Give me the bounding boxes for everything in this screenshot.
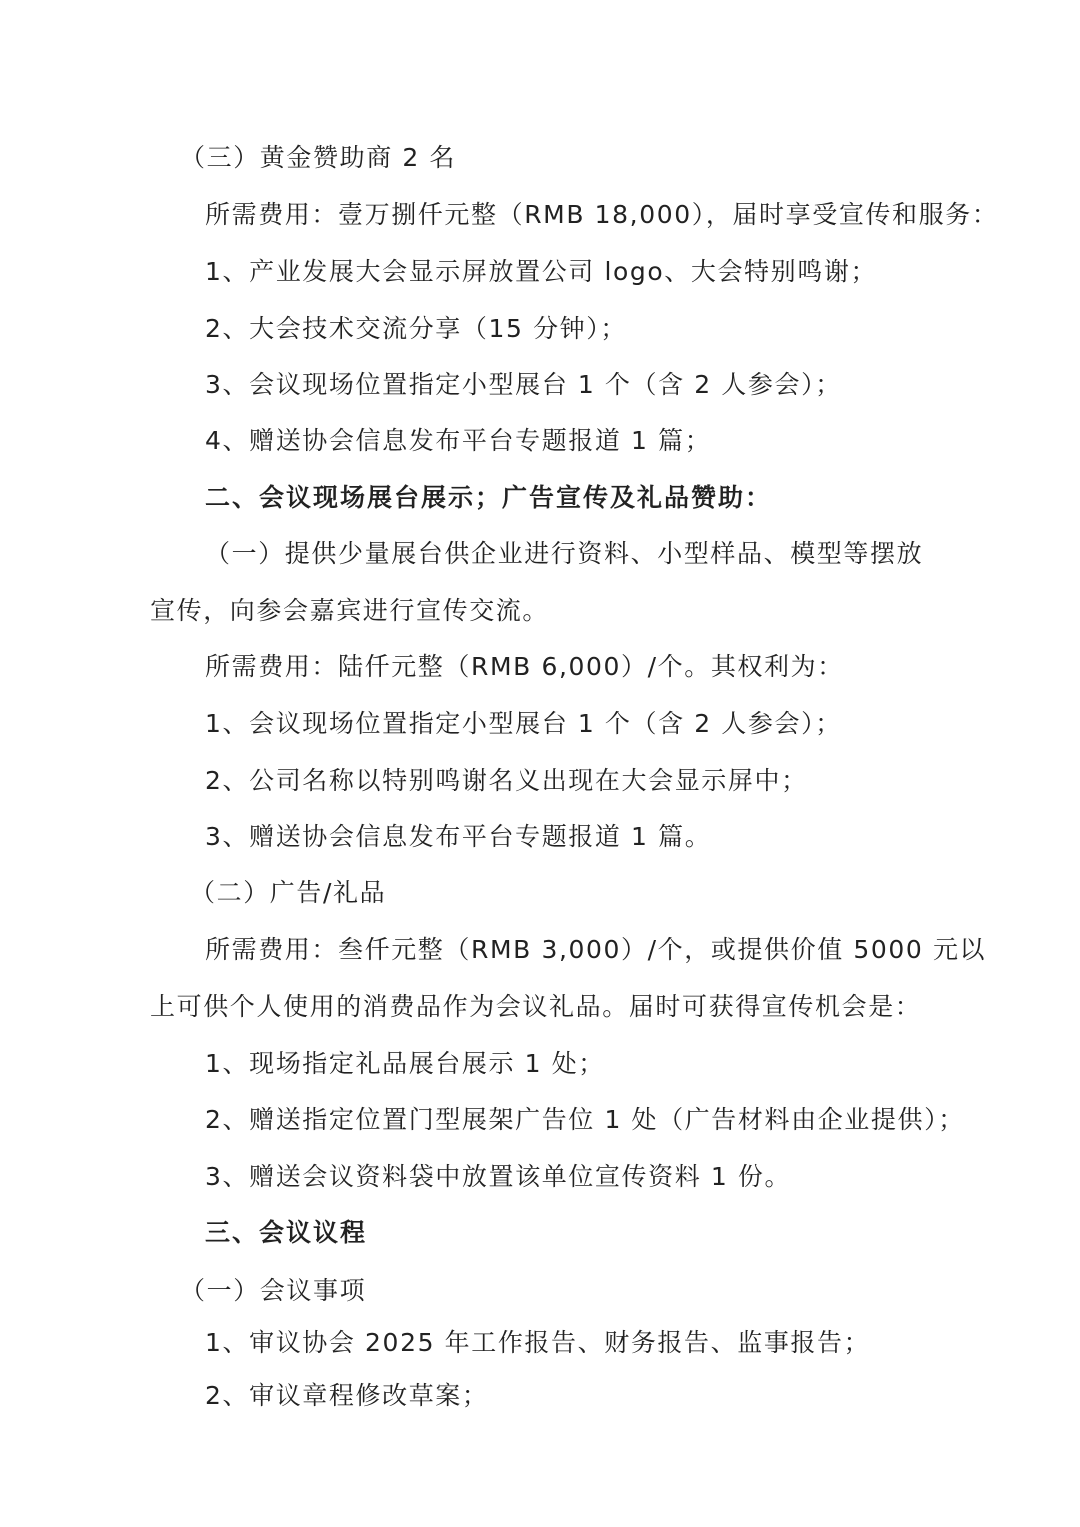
section-heading-agenda: 三、会议议程 <box>205 1218 368 1247</box>
section-heading-booth-ads: 二、会议现场展台展示；广告宣传及礼品赞助： <box>205 483 773 512</box>
list-item: 3、赠送协会信息发布平台专题报道 1 篇。 <box>205 822 712 851</box>
list-item: 4、赠送协会信息发布平台专题报道 1 篇； <box>205 426 712 455</box>
list-item: 2、公司名称以特别鸣谢名义出现在大会显示屏中； <box>205 766 808 795</box>
subsection-heading-booth: （一）提供少量展台供企业进行资料、小型样品、模型等摆放 <box>205 539 924 568</box>
fee-paragraph-ads: 所需费用：叁仟元整（RMB 3,000）/个，或提供价值 5000 元以 <box>205 935 987 964</box>
paragraph-continuation: 宣传，向参会嘉宾进行宣传交流。 <box>150 596 550 625</box>
list-item: 3、会议现场位置指定小型展台 1 个（含 2 人参会）； <box>205 370 842 399</box>
list-item: 1、审议协会 2025 年工作报告、财务报告、监事报告； <box>205 1328 871 1357</box>
list-item: 1、产业发展大会显示屏放置公司 logo、大会特别鸣谢； <box>205 257 878 286</box>
paragraph-continuation: 上可供个人使用的消费品作为会议礼品。届时可获得宣传机会是： <box>150 992 922 1021</box>
subsection-heading-meeting-items: （一）会议事项 <box>180 1276 367 1305</box>
section-heading-gold-sponsor: （三）黄金赞助商 2 名 <box>180 143 457 172</box>
list-item: 3、赠送会议资料袋中放置该单位宣传资料 1 份。 <box>205 1162 792 1191</box>
list-item: 1、会议现场位置指定小型展台 1 个（含 2 人参会）； <box>205 709 842 738</box>
subsection-heading-ads-gifts: （二）广告/礼品 <box>190 878 387 907</box>
fee-paragraph-booth: 所需费用：陆仟元整（RMB 6,000）/个。其权利为： <box>205 652 844 681</box>
list-item: 2、审议章程修改草案； <box>205 1381 489 1410</box>
list-item: 1、现场指定礼品展台展示 1 处； <box>205 1049 605 1078</box>
fee-paragraph-gold: 所需费用：壹万捌仟元整（RMB 18,000），届时享受宣传和服务： <box>205 200 999 229</box>
list-item: 2、赠送指定位置门型展架广告位 1 处（广告材料由企业提供）； <box>205 1105 965 1134</box>
list-item: 2、大会技术交流分享（15 分钟）； <box>205 314 627 343</box>
